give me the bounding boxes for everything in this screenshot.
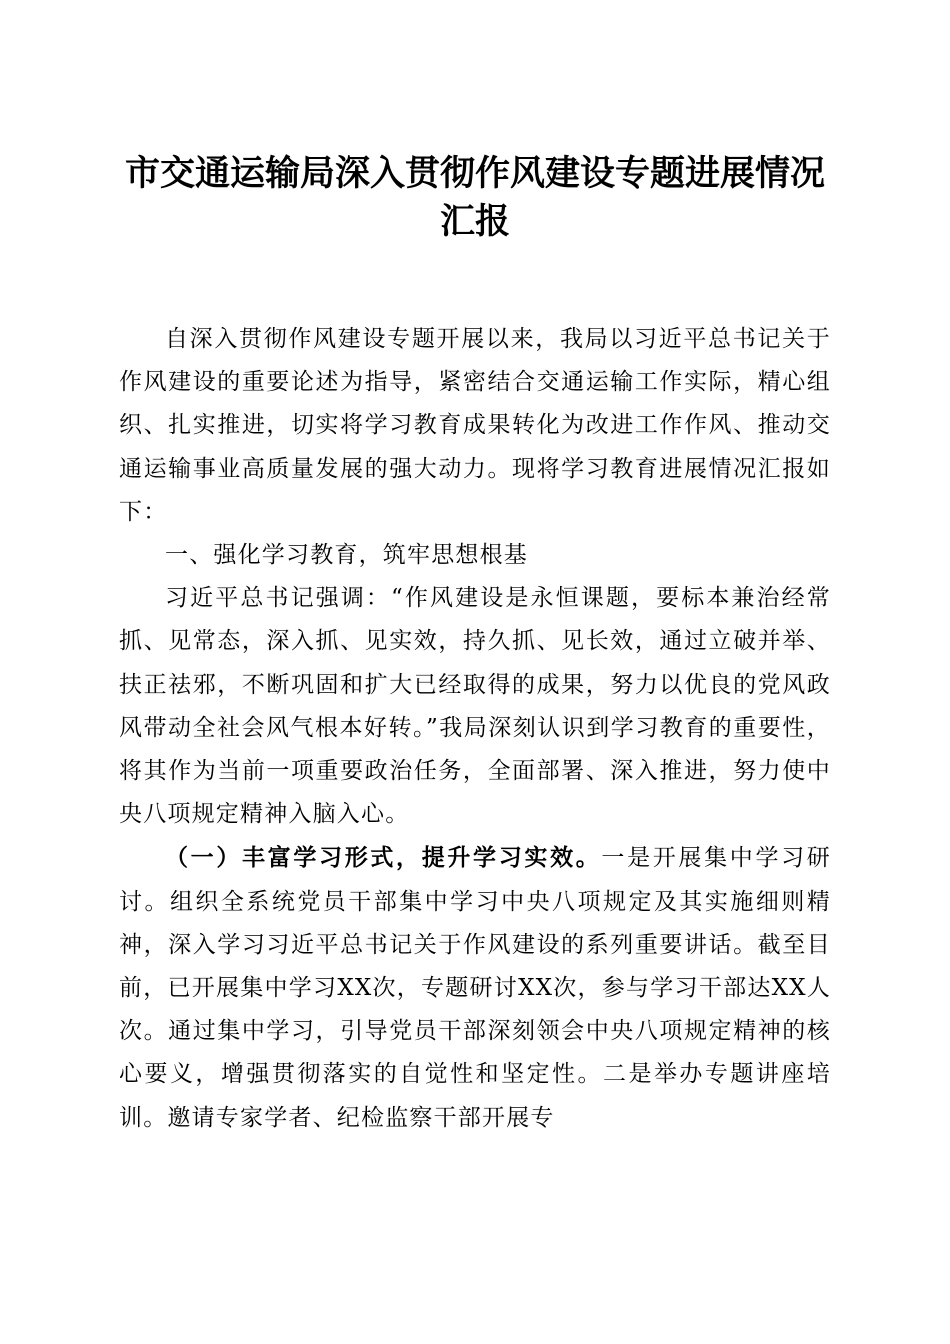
title-line-1: 市交通运输局深入贯彻作风建设专题进展情况 bbox=[124, 153, 825, 194]
section-1-paragraph: 习近平总书记强调：“作风建设是永恒课题，要标本兼治经常抓、见常态，深入抓、见实效，持久抓、见长效，通过立破并举、扶正祛邪，不断巩固和扩大已经取得的成果，努力以优良的党风政风带动全社会风气根本好转。”我局深刻认识到学习教育的重要性，将其作为当前一项重要政治任务，全面部署、深入推进，努力使中央八项规定精神入脑入心。 bbox=[119, 585, 831, 828]
document-title bbox=[60, 150, 890, 246]
subsection-1-text: 一是开展集中学习研讨。组织全系统党员干部集中学习中央八项规定及其实施细则精神，深入学习习近平总书记关于作风建设的系列重要讲话。截至目前，已开展集中学习XX次，专题研讨XX次，参与学习干部达XX人次。通过集中学习，引导党员干部深刻领会中央八项规定精神的核心要义，增强贯彻落实的自觉性和坚定性。二是举办专题讲座培训。邀请专家学者、纪检监察干部开展专 bbox=[119, 845, 831, 1131]
intro-paragraph: 自深入贯彻作风建设专题开展以来，我局以习近平总书记关于作风建设的重要论述为指导，紧密结合交通运输工作实际，精心组织、扎实推进，切实将学习教育成果转化为改进工作作风、推动交通运输事业高质量发展的强大动力。现将学习教育进展情况汇报如下： bbox=[119, 326, 831, 525]
subsection-1-paragraph bbox=[119, 836, 831, 1139]
subsection-heading-1: （一）丰富学习形式，提升学习实效。 bbox=[165, 844, 602, 872]
document-body bbox=[119, 318, 831, 1140]
title-line-2: 汇报 bbox=[439, 201, 510, 242]
section-heading-1: 一、强化学习教育，筑牢思想根基 bbox=[165, 542, 528, 569]
